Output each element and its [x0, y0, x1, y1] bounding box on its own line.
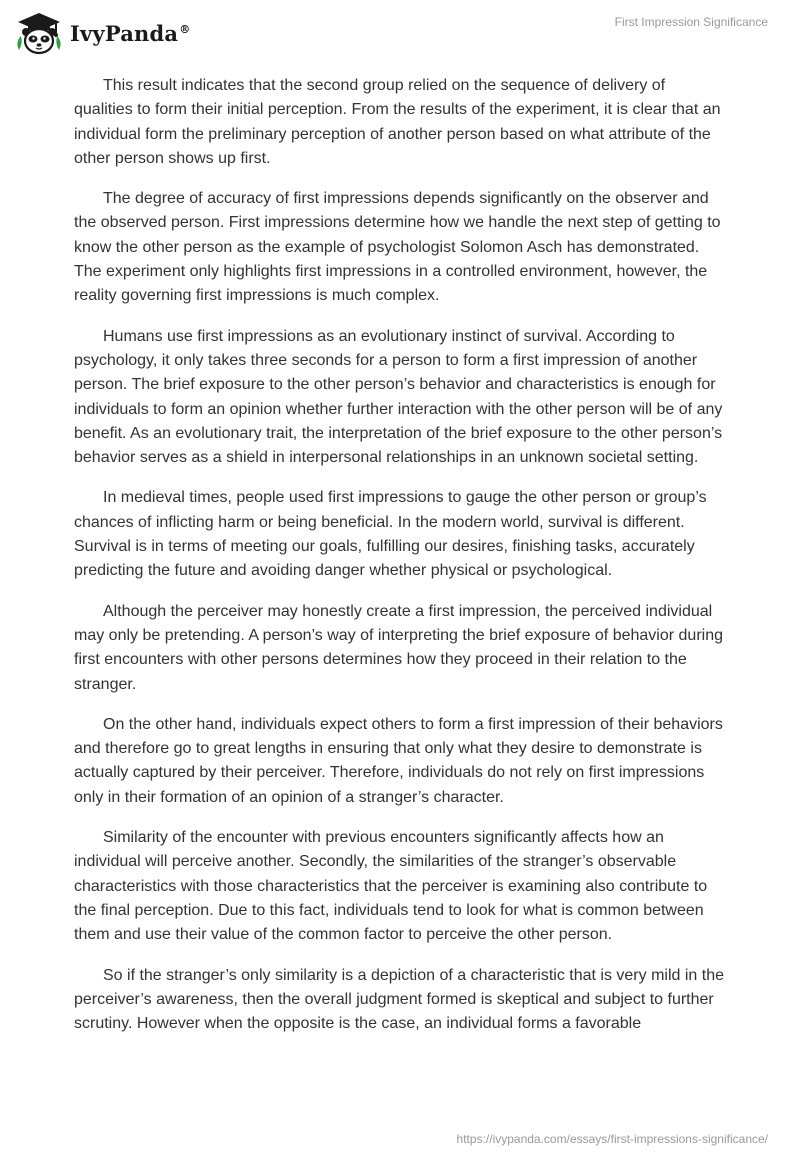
source-url[interactable]: https://ivypanda.com/essays/first-impressions-significance/ — [456, 1132, 768, 1146]
paragraph: The degree of accuracy of first impressions depends significantly on the observer and the observed person. First impressions determine how we handle the next step of getting to know the other person as the example of psychologist Solomon Asch has demonstrated. The experiment only highlights first impressions in a controlled environment, however, the reality governing first impressions is much complex. — [74, 190, 721, 305]
essay-body — [74, 74, 726, 1052]
brand-name: IvyPanda® — [70, 20, 191, 46]
document-title: First Impression Significance — [614, 15, 768, 29]
ivypanda-logo[interactable] — [14, 10, 190, 56]
page-header — [0, 0, 800, 62]
paragraph: Humans use first impressions as an evolutionary instinct of survival. According to psychology, it only takes three seconds for a person to form a first impression of another person. The brief exposure to the other person’s behavior and characteristics is enough for individuals to form an opinion whether further interaction with the other person will be of any benefit. As an evolutionary trait, the interpretation of the brief exposure to the other person’s behavior serves as a shield in interpersonal relationships in an unknown societal setting. — [74, 327, 723, 467]
paragraph: Similarity of the encounter with previous encounters significantly affects how an individual will perceive another. Secondly, the similarities of the stranger’s observable characteristics with those characteristics that the perceiver is examining also contribute to the final perception. Due to this fact, individuals tend to look for what is common between them and use their value of the common factor to perceive the other person. — [74, 829, 708, 944]
paragraph: On the other hand, individuals expect others to form a first impression of their behaviors and therefore go to great lengths in ensuring that only what they desire to demonstrate is actually captured by their perceiver. Therefore, individuals do not rely on first impressions only in their formation of an opinion of a stranger’s character. — [74, 715, 723, 806]
paragraph: So if the stranger’s only similarity is a depiction of a characteristic that is very mild in the perceiver’s awareness, then the overall judgment formed is skeptical and subject to further scrutiny. However when the opposite is the case, an individual forms a favorable — [74, 966, 724, 1033]
panda-graduation-icon — [14, 10, 64, 56]
paragraph: In medieval times, people used first impressions to gauge the other person or group’s chances of inflicting harm or being beneficial. In the modern world, survival is different. Survival is in terms of meeting our goals, fulfilling our desires, finishing tasks, accurately predicting the future and avoiding danger whether physical or psychological. — [74, 489, 707, 580]
paragraph: This result indicates that the second group relied on the sequence of delivery of qualities to form their initial perception. From the results of the experiment, it is clear that an individual form the preliminary perception of another person based on what attribute of the other person shows up first. — [74, 77, 721, 167]
paragraph: Although the perceiver may honestly create a first impression, the perceived individual may only be pretending. A person’s way of interpreting the brief exposure of behavior during first encounters with other persons determines how they proceed in their relation to the stranger. — [74, 602, 723, 693]
